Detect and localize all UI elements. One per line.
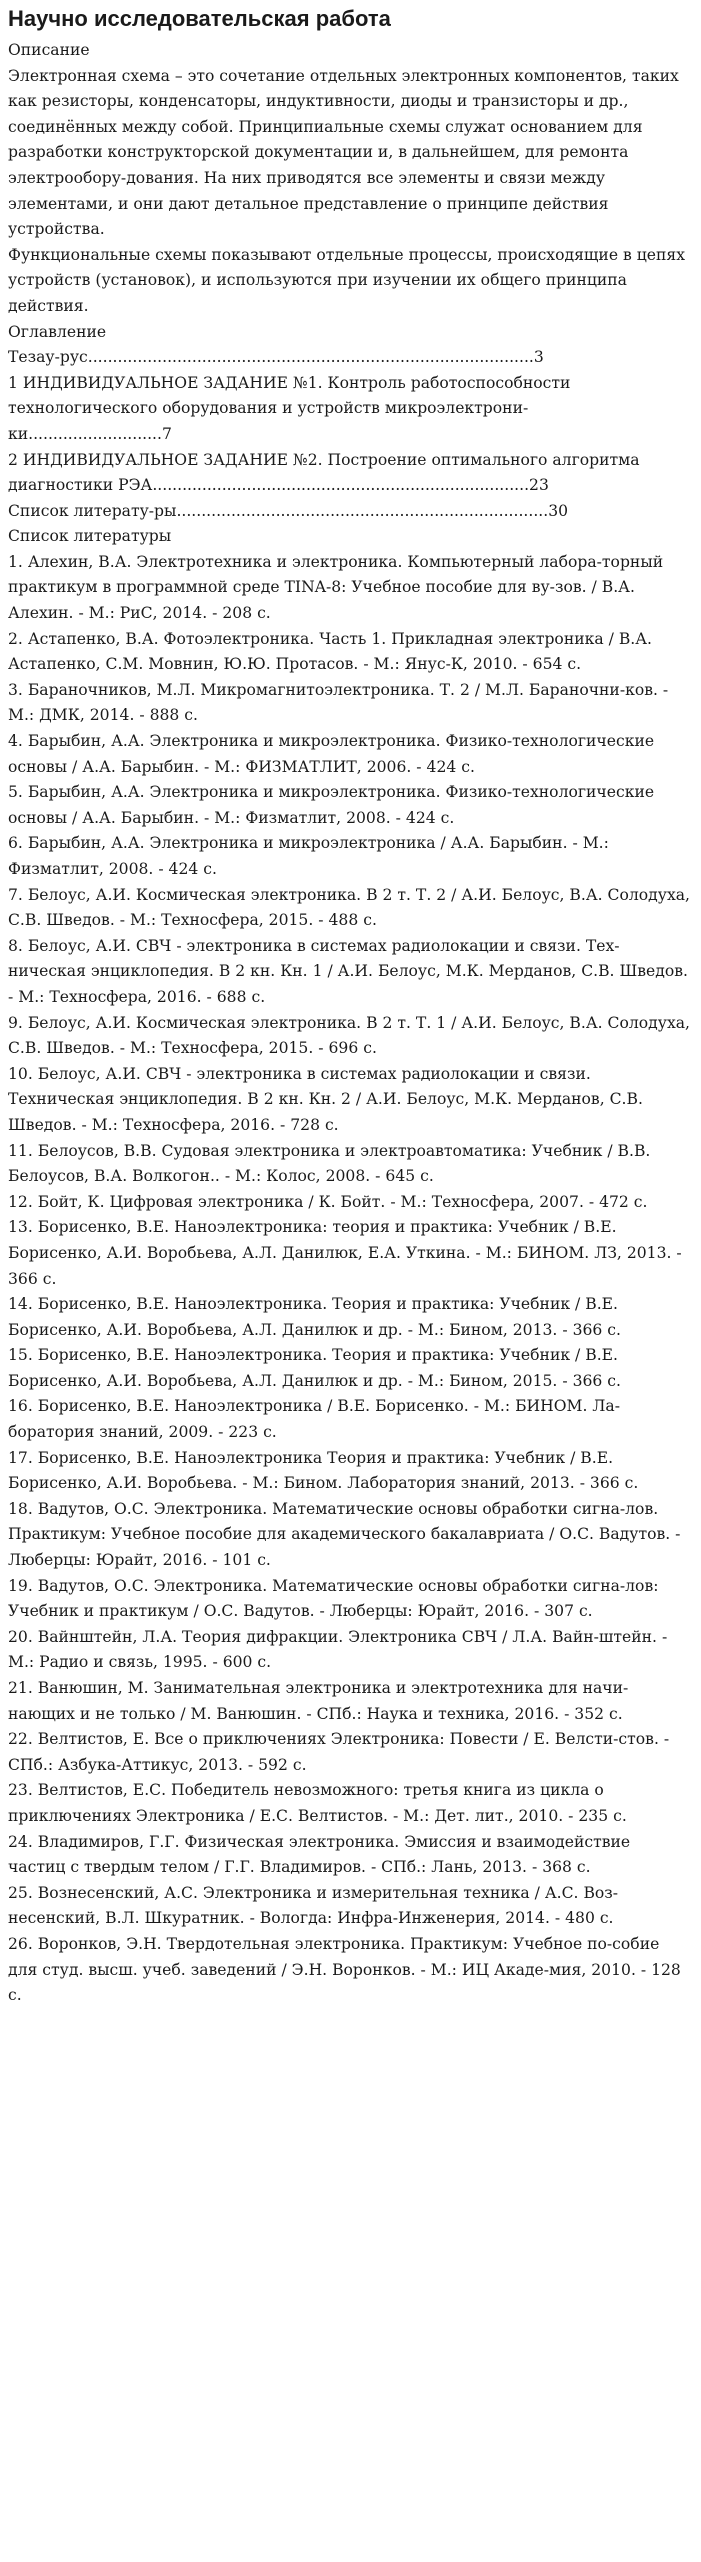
reference-item: 24. Владимиров, Г.Г. Физическая электроника. Эмиссия и взаимодействие частиц с твердым телом / Г.Г. Владимиров. - СПб.: Лань, 2013. - 368 c.	[8, 1832, 631, 1877]
reference-item: 22. Велтистов, Е. Все о приключениях Электроника: Повести / Е. Велсти-стов. - СПб.: Азбука-Аттикус, 2013. - 592 c.	[8, 1730, 670, 1774]
reference-item: 4. Барыбин, А.А. Электроника и микроэлектроника. Физико-технологические основы / А.А. Барыбин. - М.: ФИЗМАТЛИТ, 2006. - 424 c.	[8, 732, 655, 776]
reference-item: 23. Велтистов, Е.С. Победитель невозможного: третья книга из цикла о приключениях Электроника / Е.С. Велтистов. - М.: Дет. лит., 2010. - 235 c.	[8, 1781, 627, 1825]
description-paragraph: Функциональные схемы показывают отдельные процессы, происходящие в цепях устройств (установок), и используются при изучении их общего принципа действия.	[8, 245, 686, 315]
toc-entry: Список литерату-ры...........................................................................30	[8, 501, 569, 520]
reference-item: 17. Борисенко, В.Е. Наноэлектроника Теория и практика: Учебник / В.Е. Борисенко, А.И. Воробьева. - М.: Бином. Лаборатория знаний, 2013. - 366 c.	[8, 1448, 639, 1493]
reference-item: 12. Бойт, К. Цифровая электроника / К. Бойт. - М.: Техносфера, 2007. - 472 c.	[8, 1192, 648, 1211]
reference-item: 21. Ванюшин, М. Занимательная электроника и электротехника для начи-нающих и не только / М. Ванюшин. - СПб.: Наука и техника, 2016. - 352 c.	[8, 1679, 629, 1723]
reference-item: 18. Вадутов, О.С. Электроника. Математические основы обработки сигна-лов. Практикум: Учебное пособие для академического бакалавриата / О.С. Вадутов. - Люберцы: Юрайт, 2016. - 101 c.	[8, 1499, 681, 1570]
toc-heading: Оглавление	[8, 322, 107, 341]
description-heading: Описание	[8, 41, 90, 59]
reference-item: 1. Алехин, В.А. Электротехника и электроника. Компьютерный лабора-торный практикум в программной среде TINA-8: Учебное пособие для ву-зов. / В.А. Алехин. - М.: РиС, 2014. - 208 c.	[8, 552, 664, 623]
reference-item: 10. Белоус, А.И. СВЧ - электроника в системах радиолокации и связи. Техническая энциклопедия. В 2 кн. Кн. 2 / А.И. Белоус, М.К. Мерданов, С.В. Шведов. - М.: Техносфера, 2016. - 728 c.	[8, 1064, 643, 1134]
reference-item: 3. Бараночников, М.Л. Микромагнитоэлектроника. Т. 2 / М.Л. Бараночни-ков. - М.: ДМК, 2014. - 888 c.	[8, 680, 669, 725]
reference-item: 9. Белоус, А.И. Космическая электроника. В 2 т. Т. 1 / А.И. Белоус, В.А. Солодуха, С.В. Шведов. - М.: Техносфера, 2015. - 696 c.	[8, 1013, 690, 1058]
reference-item: 6. Барыбин, А.А. Электроника и микроэлектроника / А.А. Барыбин. - М.: Физматлит, 2008. - 424 c.	[8, 834, 609, 878]
reference-item: 11. Белоусов, В.В. Судовая электроника и электроавтоматика: Учебник / В.В. Белоусов, В.А. Волкогон.. - М.: Колос, 2008. - 645 c.	[8, 1141, 651, 1186]
reference-item: 20. Вайнштейн, Л.А. Теория дифракции. Электроника СВЧ / Л.А. Вайн-штейн. - М.: Радио и связь, 1995. - 600 c.	[8, 1627, 668, 1672]
reference-item: 14. Борисенко, В.Е. Наноэлектроника. Теория и практика: Учебник / В.Е. Борисенко, А.И. Воробьева, А.Л. Данилюк и др. - М.: Бином, 2013. - 366 c.	[8, 1295, 621, 1339]
reference-item: 2. Астапенко, В.А. Фотоэлектроника. Часть 1. Прикладная электроника / В.А. Астапенко, С.М. Мовнин, Ю.Ю. Протасов. - М.: Янус-К, 2010. - 654 c.	[8, 629, 652, 674]
reference-item: 13. Борисенко, В.Е. Наноэлектроника: теория и практика: Учебник / В.Е. Борисенко, А.И. Воробьева, А.Л. Данилюк, Е.А. Уткина. - М.: БИНОМ. ЛЗ, 2013. - 366 c.	[8, 1218, 682, 1288]
reference-item: 7. Белоус, А.И. Космическая электроника. В 2 т. Т. 2 / А.И. Белоус, В.А. Солодуха, С.В. Шведов. - М.: Техносфера, 2015. - 488 c.	[8, 885, 690, 930]
reference-item: 5. Барыбин, А.А. Электроника и микроэлектроника. Физико-технологические основы / А.А. Барыбин. - М.: Физматлит, 2008. - 424 c.	[8, 783, 655, 827]
reference-item: 16. Борисенко, В.Е. Наноэлектроника / В.Е. Борисенко. - М.: БИНОМ. Ла-боратория знаний, 2009. - 223 c.	[8, 1397, 620, 1442]
reference-item: 8. Белоус, А.И. СВЧ - электроника в системах радиолокации и связи. Тех-ническая энциклопедия. В 2 кн. Кн. 1 / А.И. Белоус, М.К. Мерданов, С.В. Шведов. - М.: Техносфера, 2016. - 688 c.	[8, 936, 688, 1006]
toc-entry: 1 ИНДИВИДУАЛЬНОЕ ЗАДАНИЕ №1. Контроль работоспособности технологического оборудования и устройств микроэлектрони-ки...........................7	[8, 373, 571, 443]
reference-item: 19. Вадутов, О.С. Электроника. Математические основы обработки сигна-лов: Учебник и практикум / О.С. Вадутов. - Люберцы: Юрайт, 2016. - 307 c.	[8, 1576, 659, 1621]
toc-entry: Тезау-рус..........................................................................................3	[8, 348, 544, 367]
reference-item: 25. Вознесенский, А.С. Электроника и измерительная техника / А.С. Воз-несенский, В.Л. Шкуратник. - Вологда: Инфра-Инженерия, 2014. - 480 c.	[8, 1883, 619, 1928]
toc-entry: 2 ИНДИВИДУАЛЬНОЕ ЗАДАНИЕ №2. Построение оптимального алгоритма диагностики РЭА............................................................................23	[8, 450, 640, 495]
page-title: Научно исследовательская работа	[8, 6, 391, 31]
references-list	[8, 550, 691, 2009]
reference-item: 26. Воронков, Э.Н. Твердотельная электроника. Практикум: Учебное по-собие для студ. высш. учеб. заведений / Э.Н. Воронков. - М.: ИЦ Акаде-мия, 2010. - 128 c.	[8, 1934, 681, 2005]
reference-item: 15. Борисенко, В.Е. Наноэлектроника. Теория и практика: Учебник / В.Е. Борисенко, А.И. Воробьева, А.Л. Данилюк и др. - М.: Бином, 2015. - 366 c.	[8, 1346, 621, 1390]
references-heading: Список литературы	[8, 527, 172, 546]
description-paragraph: Электронная схема – это сочетание отдельных электронных компонентов, таких как резисторы, конденсаторы, индуктивности, диоды и транзисторы и др., соединённых между собой. Принципиальные схемы служат основанием для разработки конструкторской документации и, в дальнейшем, для ремонта электрообору-дования. На них приводятся все элементы и связи между элементами, и они дают детальное представление о принципе действия устройства.	[8, 66, 679, 239]
